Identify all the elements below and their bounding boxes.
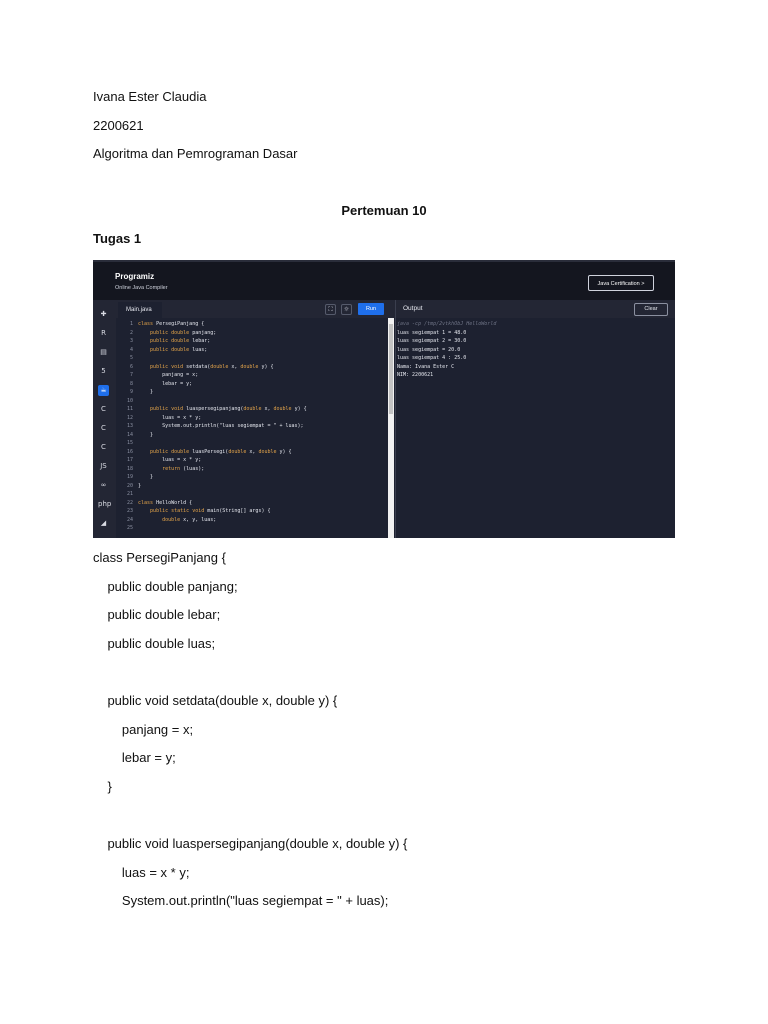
language-sidebar bbox=[93, 300, 116, 538]
run-button[interactable]: Run bbox=[358, 303, 384, 315]
output-label: Output bbox=[403, 305, 423, 312]
code-line: 19 } bbox=[126, 474, 154, 480]
code-line: 15 bbox=[126, 440, 133, 446]
code-text-line: panjang = x; bbox=[93, 721, 194, 737]
code-line: 18 return (luas); bbox=[126, 465, 205, 472]
code-text-line: public double luas; bbox=[93, 635, 216, 651]
brand-subtitle: Online Java Compiler bbox=[115, 285, 168, 291]
code-line: 4 public double luas; bbox=[129, 346, 208, 353]
output-line: luas segiempat 1 = 48.0 bbox=[397, 329, 467, 336]
code-line: 8 lebar = y; bbox=[129, 380, 193, 387]
code-line: 1 class PersegiPanjang { bbox=[129, 321, 205, 327]
python-icon[interactable]: ✚ bbox=[100, 310, 107, 318]
scrollbar-thumb[interactable] bbox=[389, 324, 393, 414]
go-icon[interactable]: ∞ bbox=[100, 481, 107, 489]
code-text-line: public double panjang; bbox=[93, 578, 238, 594]
code-line: 12 luas = x * y; bbox=[126, 414, 202, 421]
task-title: Tugas 1 bbox=[93, 231, 142, 246]
code-line: 2 public double panjang; bbox=[129, 329, 217, 336]
course-title: Algoritma dan Pemrograman Dasar bbox=[93, 146, 298, 161]
output-line: Nama: Ivana Ester C bbox=[397, 363, 455, 370]
php-icon[interactable]: php bbox=[98, 500, 112, 508]
theme-icon[interactable]: ☼ bbox=[341, 304, 352, 315]
output-line: luas segiempat 4 : 25.0 bbox=[397, 355, 467, 361]
code-line: 5 bbox=[129, 355, 133, 361]
certification-button[interactable]: Java Certification > bbox=[588, 275, 654, 291]
output-console bbox=[396, 318, 675, 538]
code-text-line: System.out.println("luas segiempat = " + luas); bbox=[93, 893, 389, 909]
code-line: 25 bbox=[126, 525, 133, 531]
js-icon[interactable]: JS bbox=[100, 462, 107, 470]
code-line: 20 } bbox=[126, 482, 142, 489]
code-text-line: } bbox=[93, 778, 112, 794]
cpp-icon[interactable]: C bbox=[101, 424, 106, 432]
code-line: 6 public void setdata(double x, double y) { bbox=[129, 363, 274, 370]
r-icon[interactable]: R bbox=[101, 329, 106, 337]
java-icon[interactable]: ☕ bbox=[98, 385, 109, 396]
meeting-title: Pertemuan 10 bbox=[341, 203, 427, 218]
student-name: Ivana Ester Claudia bbox=[93, 89, 207, 104]
student-nim: 2200621 bbox=[93, 118, 144, 133]
code-line: 7 panjang = x; bbox=[129, 372, 199, 378]
tab-main-java[interactable]: Main.java bbox=[118, 302, 162, 318]
output-line: luas segiempat = 20.0 bbox=[397, 346, 461, 353]
code-line: 10 bbox=[126, 397, 133, 404]
code-line: 3 public double lebar; bbox=[129, 338, 211, 344]
fullscreen-icon[interactable]: ⛶ bbox=[325, 304, 336, 315]
code-text-line: lebar = y; bbox=[93, 750, 176, 766]
code-editor[interactable] bbox=[116, 318, 396, 538]
swift-icon[interactable]: ◢ bbox=[100, 519, 107, 527]
code-text-line: public void setdata(double x, double y) { bbox=[93, 693, 338, 708]
csharp-icon[interactable]: C bbox=[101, 443, 106, 451]
clear-button[interactable]: Clear bbox=[634, 303, 668, 316]
output-line: NIM: 2200621 bbox=[397, 372, 434, 378]
code-line: 24 double x, y, luas; bbox=[126, 516, 217, 523]
compiler-screenshot bbox=[93, 260, 675, 538]
code-line: 22 class HelloWorld { bbox=[126, 499, 193, 506]
code-text-line: public double lebar; bbox=[93, 607, 221, 623]
code-line: 17 luas = x * y; bbox=[126, 457, 202, 463]
c-icon[interactable]: C bbox=[101, 405, 106, 413]
code-line: 23 public static void main(String[] args) { bbox=[126, 508, 271, 514]
output-line: luas segiempat 2 = 30.0 bbox=[397, 338, 467, 344]
code-line: 13 System.out.println("luas segiempat = " + luas); bbox=[126, 423, 304, 429]
html-icon[interactable]: 5 bbox=[101, 367, 106, 375]
compiler-header bbox=[93, 260, 675, 300]
code-line: 14 } bbox=[126, 431, 154, 438]
code-text-line: luas = x * y; bbox=[93, 864, 190, 880]
sql-icon[interactable]: ▤ bbox=[100, 348, 107, 356]
output-line: java -cp /tmp/2vtkhObJ HelloWorld bbox=[397, 321, 497, 327]
editor-scrollbar[interactable] bbox=[388, 318, 394, 538]
code-line: 9 } bbox=[129, 389, 154, 395]
code-line: 11 public void luaspersegipanjang(double x, double y) { bbox=[126, 406, 307, 412]
brand-logo: Programiz bbox=[115, 272, 155, 281]
code-text-line: public void luaspersegipanjang(double x, double y) { bbox=[93, 836, 408, 851]
code-line: 21 bbox=[126, 491, 133, 497]
code-text-line: class PersegiPanjang { bbox=[93, 550, 226, 565]
code-line: 16 public double luasPersegi(double x, double y) { bbox=[126, 448, 292, 455]
